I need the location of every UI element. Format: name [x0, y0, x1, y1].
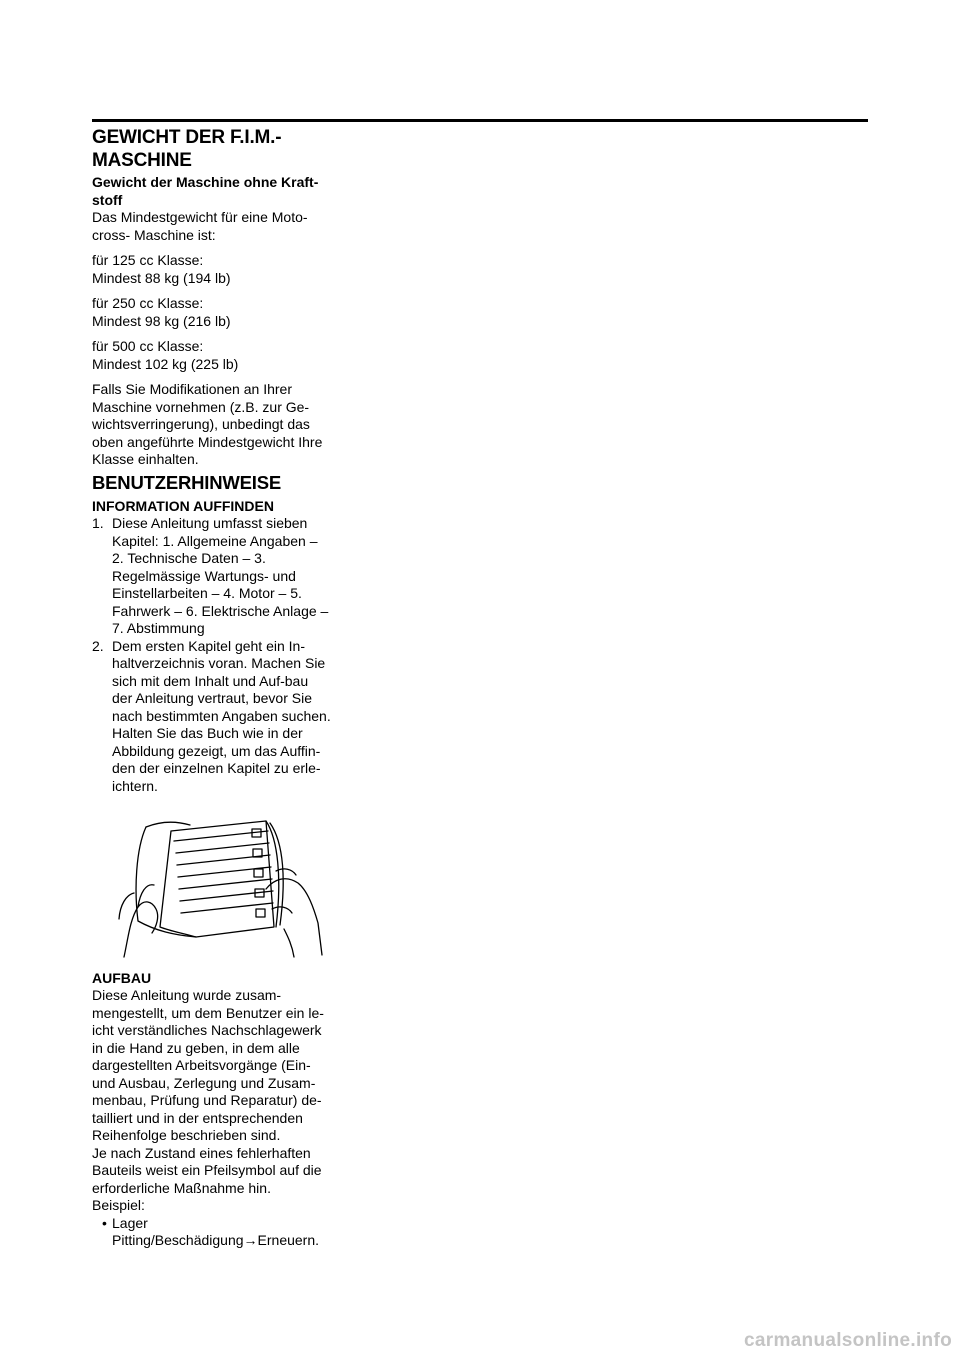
step-text: Diese Anleitung umfasst sieben Kapitel: 1. Allgemeine Angaben – 2. Technische Daten – 3. Regelmässige Wartungs- und Einstellarbeiten – 4. Motor – 5. Fahrwerk – 6. Elektrische Anlage – 7. Abstimmung [112, 515, 329, 636]
step-number: 1. [92, 515, 104, 531]
example-item [92, 1215, 332, 1250]
class-list [92, 252, 332, 373]
weight-subtitle: Gewicht der Maschine ohne Kraft-stoff [92, 174, 319, 208]
class-125-value: Mindest 88 kg (194 lb) [92, 269, 231, 286]
weight-intro: Das Mindestgewicht für eine Moto-cross- Maschine ist: [92, 209, 308, 243]
step-item [92, 638, 332, 796]
step-text-continued: Halten Sie das Buch wie in der Abbildung gezeigt, um das Auffin-den der einzelnen Kapitel zu erle-ichtern. [112, 725, 321, 794]
finding-info-subhead: INFORMATION AUFFINDEN [92, 497, 274, 514]
structure-text-2: Je nach Zustand eines fehlerhaften Bauteils weist ein Pfeilsymbol auf die erforderliche Maßnahme hin. [92, 1144, 322, 1196]
section-title-line1: GEWICHT DER F.I.M.- [92, 127, 282, 148]
section-title-line2: MASCHINE [92, 150, 192, 171]
class-250-value: Mindest 98 kg (216 lb) [92, 312, 231, 329]
structure-text: Diese Anleitung wurde zusam-mengestellt, um dem Benutzer ein le-icht verständliches Nachschlagewerk in die Hand zu geben, in dem alle dargestellten Arbeitsvorgänge (Ein- und Ausbau, Zerlegung und Zusam-menbau, Prüfung und Reparatur) de-tailliert und in der entsprechenden Reihenfolge beschrieben sind. [92, 987, 324, 1143]
watermark: carmanualsonline.info [744, 1330, 952, 1351]
bullet-dot: • [102, 1214, 107, 1231]
step-item [92, 515, 332, 638]
weight-note: Falls Sie Modifikationen an Ihrer Maschine vornehmen (z.B. zur Ge-wichtsverringerung), unbedingt das oben angeführte Mindestgewicht Ihre Klasse einhalten. [92, 381, 323, 467]
top-rule [92, 119, 868, 122]
section-title-user-notes: BENUTZERHINWEISE [92, 471, 281, 493]
example-item-title: Lager [112, 1214, 148, 1231]
book-handling-illustration [116, 809, 326, 959]
class-250-label: für 250 cc Klasse: [92, 295, 204, 311]
example-item-detail: Pitting/Beschädigung→Erneuern. [112, 1232, 320, 1248]
class-500-label: für 500 cc Klasse: [92, 338, 204, 354]
structure-subhead: AUFBAU [92, 969, 152, 986]
class-125-label: für 125 cc Klasse: [92, 252, 204, 268]
example-label: Beispiel: [92, 1197, 145, 1213]
section-title-weight [92, 126, 332, 172]
class-500-value: Mindest 102 kg (225 lb) [92, 355, 239, 372]
step-text: Dem ersten Kapitel geht ein In-haltverzeichnis voran. Machen Sie sich mit dem Inhalt und Auf-bau der Anleitung vertraut, bevor Sie nach bestimmten Angaben suchen. [112, 637, 331, 724]
step-number: 2. [92, 637, 104, 654]
text-column [92, 126, 332, 1250]
steps-list [92, 515, 332, 795]
